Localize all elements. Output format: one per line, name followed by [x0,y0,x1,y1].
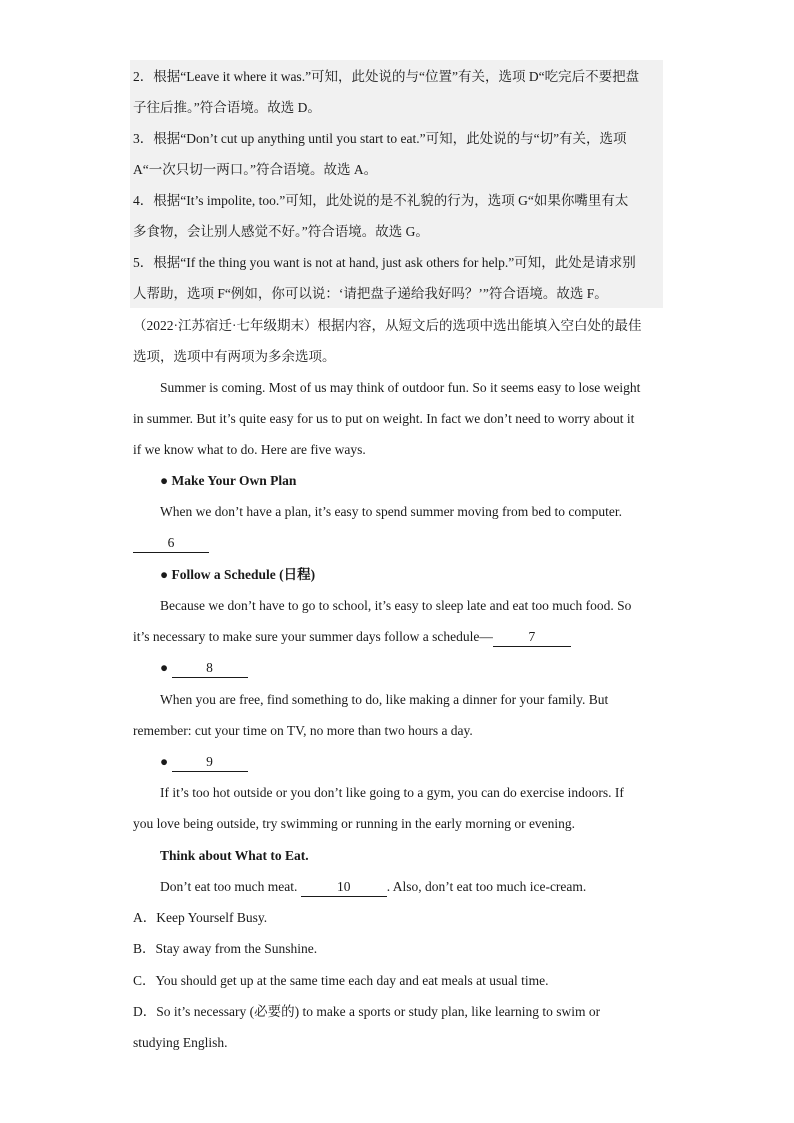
section-heading-blank [160,746,690,777]
passage-paragraph: When you are free, find something to do, like making a dinner for your family. But [160,692,609,707]
passage-paragraph: When we don’t have a plan, it’s easy to spend summer moving from bed to computer. [160,504,623,519]
answer-line: 3．根据“Don’t cut up anything until you start to eat.”可知，此处说的与“切”有关，选项 [133,131,627,146]
blank-6[interactable]: 6 [133,534,209,553]
option-d: D．So it’s necessary (必要的) to make a sports or study plan, like learning to swim or [133,1004,601,1019]
answer-line: 5．根据“If the thing you want is not at hand, just ask others for help.”可知，此处是请求别 [133,255,636,270]
blank-9[interactable]: 9 [172,753,248,772]
option-b: B．Stay away from the Sunshine. [133,941,318,956]
section-heading: Think about What to Eat. [160,848,309,863]
passage-paragraph: Because we don’t have to go to school, it’s easy to sleep late and eat too much food. So [160,598,632,613]
option-c: C．You should get up at the same time each day and eat meals at usual time. [133,973,549,988]
answer-line: 2．根据“Leave it where it was.”可知，此处说的与“位置”有关，选项 D“吃完后不要把盘 [133,69,640,84]
option-a: A．Keep Yourself Busy. [133,910,268,925]
bullet-icon: ● [160,754,169,769]
answer-line: 多食物，会让别人感觉不好。”符合语境。故选 G。 [133,224,429,239]
answer-line: A“一次只切一两口。”符合语境。故选 A。 [133,162,378,177]
passage-paragraph: If it’s too hot outside or you don’t like going to a gym, you can do exercise indoors. If [160,785,624,800]
section-heading-blank [160,652,690,683]
passage-intro: if we know what to do. Here are five ways. [133,442,366,457]
question-instruction: 选项，选项中有两项为多余选项。 [133,349,336,364]
passage-intro: Summer is coming. Most of us may think of outdoor fun. So it seems easy to lose weight [160,380,641,395]
answer-line: 4．根据“It’s impolite, too.”可知，此处说的是不礼貌的行为，选项 G“如果你嘴里有太 [133,193,629,208]
answer-line: 子往后推。”符合语境。故选 D。 [133,100,321,115]
section-heading: ● Make Your Own Plan [160,473,297,488]
paragraph-text: Don’t eat too much meat. [160,879,301,894]
passage-paragraph: remember: cut your time on TV, no more than two hours a day. [133,723,473,738]
paragraph-text: it’s necessary to make sure your summer days follow a schedule— [133,629,493,644]
blank-10[interactable]: 10 [301,878,387,897]
blank-7[interactable]: 7 [493,628,571,647]
passage-intro: in summer. But it’s quite easy for us to put on weight. In fact we don’t need to worry about it [133,411,635,426]
passage-paragraph [160,871,690,902]
blank-8[interactable]: 8 [172,659,248,678]
passage-paragraph: you love being outside, try swimming or running in the early morning or evening. [133,816,576,831]
passage-paragraph [133,621,663,652]
option-d-continued: studying English. [133,1035,228,1050]
paragraph-text: . Also, don’t eat too much ice-cream. [386,879,587,894]
answer-line: 人帮助，选项 F“例如，你可以说：‘请把盘子递给我好吗？’”符合语境。故选 F。 [133,286,608,301]
section-heading: ● Follow a Schedule (日程) [160,567,316,582]
bullet-icon: ● [160,660,169,675]
question-instruction: （2022·江苏宿迁·七年级期末）根据内容，从短文后的选项中选出能填入空白处的最佳 [133,318,642,333]
blank-6-line [133,527,663,558]
